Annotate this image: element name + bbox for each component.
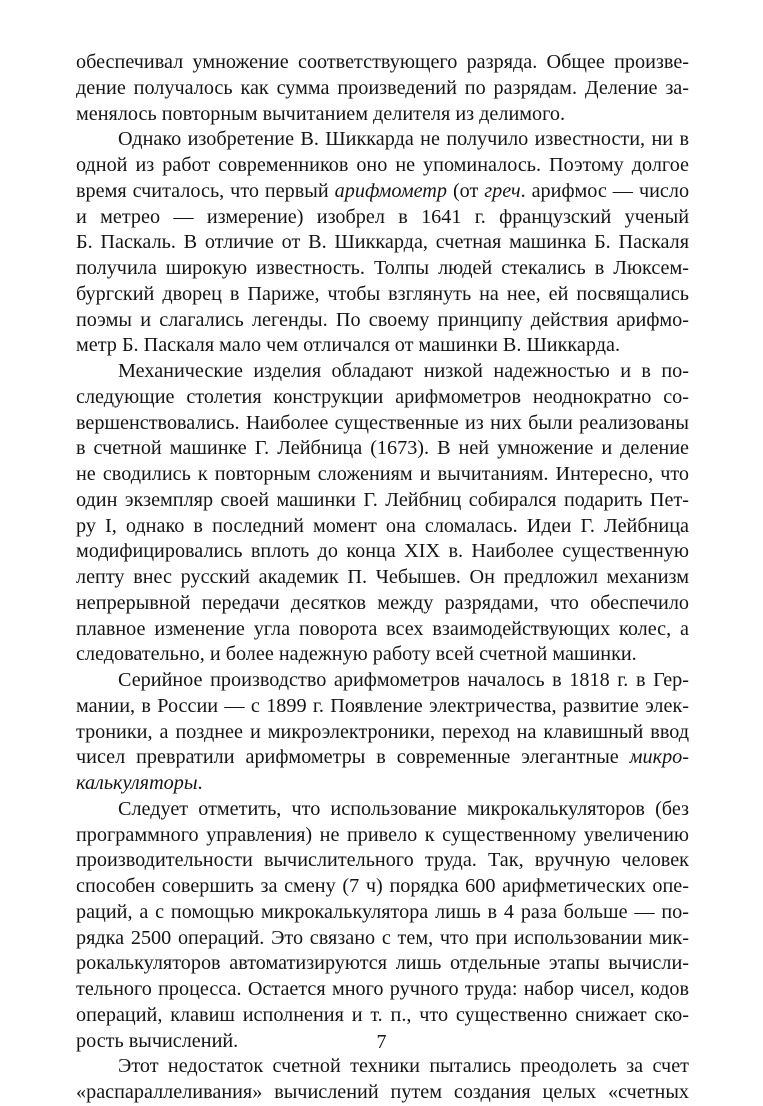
text-run: . арифмос — число [520, 179, 690, 202]
text-line: Серийное производство арифмометров началось в 1818 г. в Гер- [118, 669, 689, 691]
text-line: одной из работ современников оно не упоминалось. Поэтому долгое [76, 154, 689, 176]
text-line: троники, а позднее и микроэлектроники, переход на клавишный ввод [76, 720, 689, 743]
text-line: «распараллеливания» вычислений путем создания целых «счетных [76, 1081, 689, 1103]
text-line: мании, в России — с 1899 г. Появление электричества, развитие элек- [76, 694, 689, 717]
text-line: следовательно, и более надежную работу всей счетной машинки. [76, 643, 637, 666]
text-line: тельного процесса. Остается много ручного труда: набор чисел, кодов [76, 978, 689, 1000]
text-line: рость вычислений. [76, 1029, 239, 1052]
paragraph-1 [76, 50, 689, 127]
text-line: обеспечивал умножение соответствующего разряда. Общее произве- [76, 51, 689, 73]
text-line: метр Б. Паскаля мало чем отличался от машинки В. Шиккарда. [76, 334, 620, 357]
text-line: раций, а с помощью микрокалькулятора лишь в 4 раза больше — по- [76, 900, 689, 923]
text-line [76, 745, 689, 771]
paragraph-2 [76, 127, 689, 359]
italic-term: арифмометр [334, 179, 447, 202]
text-run: время считалось, что первый [76, 179, 329, 202]
paragraph-5 [76, 797, 689, 1055]
text-line: не сводились к повторным сложениям и вычитаниям. Интересно, что [76, 463, 689, 485]
text-line: лепту внес русский академик П. Чебышев. Он предложил механизм [76, 566, 689, 588]
text-line: операций, клавиш исполнения и т. п., что существенно снижает ско- [76, 1003, 689, 1026]
italic-term: микро- [629, 746, 689, 769]
text-line: Механические изделия обладают низкой надежностью и в по- [118, 360, 689, 382]
text-line: получила широкую известность. Толпы людей стекались в Люксем- [76, 257, 689, 279]
text-line: один экземпляр своей машинки Г. Лейбниц собирался подарить Пет- [76, 488, 689, 511]
text-line: менялось повторным вычитанием делителя из делимого. [76, 102, 566, 125]
text-line: модифицировались вплоть до конца XIX в. Наиболее существенную [76, 540, 689, 563]
text-line: Этот недостаток счетной техники пытались преодолеть за счет [118, 1055, 689, 1078]
text-line: непрерывной передачи десятков между разрядами, что обеспечило [76, 591, 689, 614]
paragraph-6 [76, 1054, 689, 1106]
text-line: вершенствовались. Наиболее существенные из них были реализованы [76, 411, 689, 434]
paragraph-4 [76, 668, 689, 797]
text-run: (от [452, 179, 479, 202]
text-line: Следует отметить, что использование микрокалькуляторов (без [118, 797, 689, 820]
text-line: ру I, однако в последний момент она сломалась. Идеи Г. Лейбница [76, 514, 689, 537]
page-number: 7 [376, 1031, 387, 1053]
text-line [76, 179, 689, 205]
text-line [76, 771, 689, 797]
text-line: Однако изобретение В. Шиккарда не получило известности, ни в [118, 128, 689, 151]
text-line: дение получалось как сумма произведений по разрядам. Деление за- [76, 76, 689, 99]
text-line: производительности вычислительного труда. Так, вручную человек [76, 849, 689, 872]
italic-term: калькуляторы [76, 772, 198, 794]
text-line: рокалькуляторов автоматизируются лишь отдельные этапы вычисли- [76, 952, 689, 975]
text-run: чисел превратили арифмометры в современные элегантные [76, 746, 619, 769]
text-line: программного управления) не привело к существенному увеличению [76, 823, 689, 846]
text-line: и метрео — измерение) изобрел в 1641 г. французский ученый [76, 205, 689, 228]
text-line: способен совершить за смену (7 ч) порядка 600 арифметических опе- [76, 875, 689, 897]
text-line: Б. Паскаль. В отличие от В. Шиккарда, счетная машинка Б. Паскаля [76, 231, 689, 254]
text-line: в счетной машинке Г. Лейбница (1673). В ней умножение и деление [76, 437, 689, 460]
text-line: рядка 2500 операций. Это связано с тем, что при использовании мик- [76, 926, 689, 949]
paragraph-3 [76, 359, 689, 668]
text-line: бургский дворец в Париже, чтобы взглянуть на нее, ей посвящались [76, 282, 689, 305]
text-line: плавное изменение угла поворота всех взаимодействующих колес, а [76, 617, 689, 640]
page-body [76, 50, 689, 1106]
text-run: . [197, 772, 203, 794]
text-line: поэмы и слагались легенды. По своему принципу действия арифмо- [76, 308, 689, 331]
text-line: следующие столетия конструкции арифмометров неоднократно со- [76, 385, 689, 408]
italic-term: греч [484, 179, 521, 202]
